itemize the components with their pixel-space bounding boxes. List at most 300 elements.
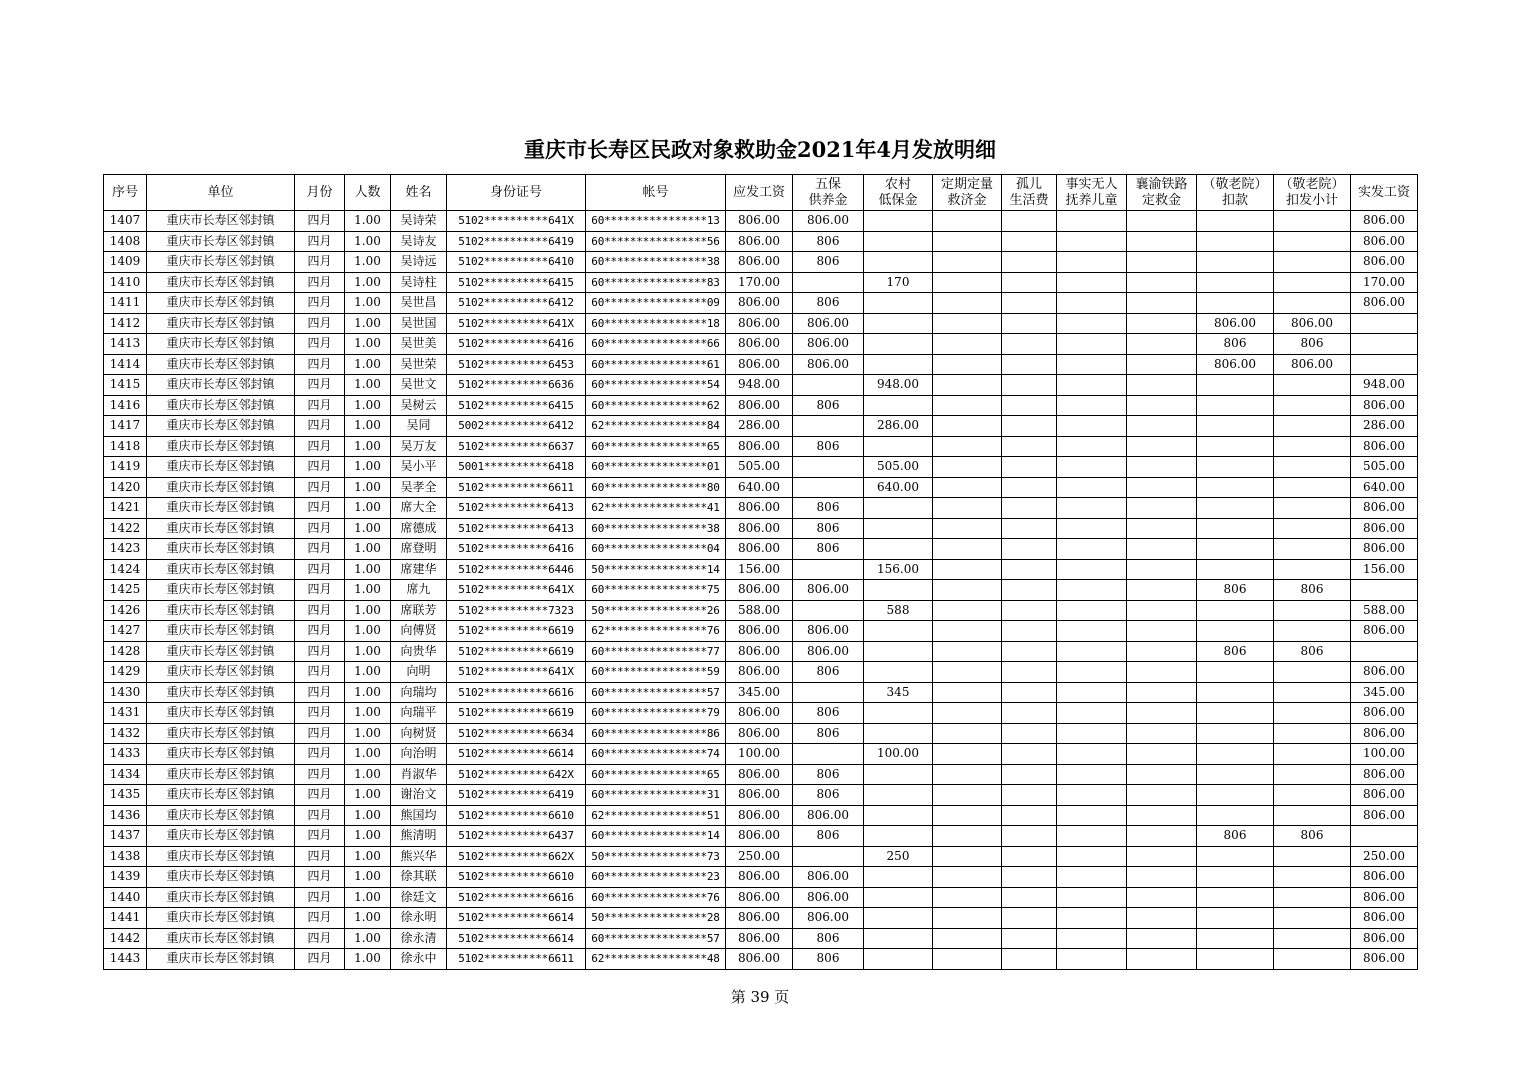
cell-month: 四月 [295, 416, 345, 437]
cell-orphan-living-allowance [1002, 436, 1057, 457]
cell-account-number: 60****************77 [586, 641, 726, 662]
cell-de-facto-orphan-child [1057, 805, 1127, 826]
table-row [104, 457, 1418, 478]
table-row [104, 682, 1418, 703]
cell-account-number: 60****************61 [586, 354, 726, 375]
cell-orphan-living-allowance [1002, 949, 1057, 970]
cell-month: 四月 [295, 395, 345, 416]
cell-xiangyu-railway-relief [1127, 600, 1197, 621]
cell-rural-subsistence-allowance [864, 580, 933, 601]
cell-nursing-home-deduction-subtotal [1274, 416, 1351, 437]
cell-unit: 重庆市长寿区邻封镇 [147, 785, 295, 806]
cell-id-number: 5102**********6410 [447, 252, 586, 273]
cell-regular-relief-fund [933, 436, 1002, 457]
cell-headcount: 1.00 [345, 662, 391, 683]
cell-xiangyu-railway-relief [1127, 641, 1197, 662]
cell-unit: 重庆市长寿区邻封镇 [147, 928, 295, 949]
cell-nursing-home-deduction [1197, 539, 1274, 560]
cell-id-number: 5102**********662X [447, 846, 586, 867]
table-row [104, 723, 1418, 744]
cell-de-facto-orphan-child [1057, 375, 1127, 396]
cell-five-guarantee-support [793, 477, 864, 498]
cell-orphan-living-allowance [1002, 313, 1057, 334]
cell-account-number: 60****************65 [586, 764, 726, 785]
cell-account-number: 60****************75 [586, 580, 726, 601]
cell-seq-number: 1430 [104, 682, 147, 703]
cell-headcount: 1.00 [345, 580, 391, 601]
cell-month: 四月 [295, 518, 345, 539]
cell-rural-subsistence-allowance [864, 908, 933, 929]
cell-month: 四月 [295, 846, 345, 867]
cell-month: 四月 [295, 949, 345, 970]
cell-unit: 重庆市长寿区邻封镇 [147, 252, 295, 273]
cell-actual-paid-amount [1351, 334, 1418, 355]
cell-five-guarantee-support: 806.00 [793, 354, 864, 375]
cell-de-facto-orphan-child [1057, 682, 1127, 703]
cell-rural-subsistence-allowance [864, 887, 933, 908]
table-row [104, 436, 1418, 457]
cell-regular-relief-fund [933, 744, 1002, 765]
cell-seq-number: 1441 [104, 908, 147, 929]
table-row [104, 272, 1418, 293]
cell-payable-amount: 806.00 [726, 826, 793, 847]
cell-id-number: 5102**********6419 [447, 231, 586, 252]
cell-seq-number: 1427 [104, 621, 147, 642]
cell-rural-subsistence-allowance [864, 252, 933, 273]
cell-xiangyu-railway-relief [1127, 744, 1197, 765]
cell-actual-paid-amount: 806.00 [1351, 211, 1418, 232]
cell-xiangyu-railway-relief [1127, 559, 1197, 580]
cell-month: 四月 [295, 231, 345, 252]
cell-name: 徐永明 [391, 908, 447, 929]
cell-orphan-living-allowance [1002, 846, 1057, 867]
cell-orphan-living-allowance [1002, 272, 1057, 293]
cell-id-number: 5102**********6453 [447, 354, 586, 375]
cell-account-number: 60****************01 [586, 457, 726, 478]
cell-month: 四月 [295, 805, 345, 826]
cell-seq-number: 1416 [104, 395, 147, 416]
cell-five-guarantee-support: 806.00 [793, 887, 864, 908]
cell-nursing-home-deduction [1197, 498, 1274, 519]
cell-seq-number: 1412 [104, 313, 147, 334]
cell-nursing-home-deduction-subtotal [1274, 211, 1351, 232]
cell-headcount: 1.00 [345, 805, 391, 826]
cell-five-guarantee-support: 806 [793, 723, 864, 744]
table-row [104, 477, 1418, 498]
cell-name: 向明 [391, 662, 447, 683]
cell-headcount: 1.00 [345, 908, 391, 929]
cell-regular-relief-fund [933, 641, 1002, 662]
cell-unit: 重庆市长寿区邻封镇 [147, 621, 295, 642]
cell-five-guarantee-support [793, 375, 864, 396]
cell-name: 熊兴华 [391, 846, 447, 867]
cell-payable-amount: 806.00 [726, 293, 793, 314]
cell-id-number: 5102**********6416 [447, 334, 586, 355]
cell-unit: 重庆市长寿区邻封镇 [147, 682, 295, 703]
cell-month: 四月 [295, 354, 345, 375]
cell-de-facto-orphan-child [1057, 846, 1127, 867]
cell-orphan-living-allowance [1002, 785, 1057, 806]
cell-headcount: 1.00 [345, 313, 391, 334]
cell-account-number: 50****************73 [586, 846, 726, 867]
cell-headcount: 1.00 [345, 518, 391, 539]
cell-unit: 重庆市长寿区邻封镇 [147, 662, 295, 683]
cell-rural-subsistence-allowance [864, 867, 933, 888]
cell-xiangyu-railway-relief [1127, 395, 1197, 416]
cell-nursing-home-deduction-subtotal [1274, 949, 1351, 970]
cell-month: 四月 [295, 785, 345, 806]
cell-five-guarantee-support: 806 [793, 436, 864, 457]
cell-nursing-home-deduction-subtotal [1274, 887, 1351, 908]
cell-actual-paid-amount [1351, 641, 1418, 662]
cell-actual-paid-amount: 806.00 [1351, 252, 1418, 273]
cell-payable-amount: 806.00 [726, 539, 793, 560]
cell-nursing-home-deduction-subtotal [1274, 805, 1351, 826]
cell-headcount: 1.00 [345, 928, 391, 949]
cell-five-guarantee-support: 806 [793, 395, 864, 416]
cell-five-guarantee-support: 806 [793, 764, 864, 785]
cell-five-guarantee-support: 806 [793, 293, 864, 314]
cell-de-facto-orphan-child [1057, 949, 1127, 970]
table-row [104, 600, 1418, 621]
cell-actual-paid-amount: 505.00 [1351, 457, 1418, 478]
cell-de-facto-orphan-child [1057, 867, 1127, 888]
cell-regular-relief-fund [933, 867, 1002, 888]
cell-payable-amount: 806.00 [726, 662, 793, 683]
cell-de-facto-orphan-child [1057, 477, 1127, 498]
cell-five-guarantee-support: 806 [793, 518, 864, 539]
cell-month: 四月 [295, 744, 345, 765]
cell-orphan-living-allowance [1002, 252, 1057, 273]
cell-name: 吴世文 [391, 375, 447, 396]
cell-actual-paid-amount: 806.00 [1351, 436, 1418, 457]
cell-nursing-home-deduction [1197, 252, 1274, 273]
cell-payable-amount: 286.00 [726, 416, 793, 437]
cell-seq-number: 1422 [104, 518, 147, 539]
cell-headcount: 1.00 [345, 211, 391, 232]
cell-five-guarantee-support: 806.00 [793, 334, 864, 355]
table-row [104, 662, 1418, 683]
header-regular-relief-fund: 定期定量 救济金 [933, 175, 1002, 211]
cell-account-number: 50****************28 [586, 908, 726, 929]
table-row [104, 703, 1418, 724]
cell-de-facto-orphan-child [1057, 887, 1127, 908]
cell-orphan-living-allowance [1002, 703, 1057, 724]
cell-account-number: 62****************76 [586, 621, 726, 642]
cell-seq-number: 1421 [104, 498, 147, 519]
cell-regular-relief-fund [933, 354, 1002, 375]
cell-rural-subsistence-allowance: 170 [864, 272, 933, 293]
cell-payable-amount: 948.00 [726, 375, 793, 396]
cell-account-number: 62****************84 [586, 416, 726, 437]
cell-unit: 重庆市长寿区邻封镇 [147, 539, 295, 560]
cell-nursing-home-deduction-subtotal [1274, 928, 1351, 949]
cell-xiangyu-railway-relief [1127, 293, 1197, 314]
cell-de-facto-orphan-child [1057, 539, 1127, 560]
cell-actual-paid-amount: 806.00 [1351, 785, 1418, 806]
cell-five-guarantee-support [793, 682, 864, 703]
cell-seq-number: 1410 [104, 272, 147, 293]
cell-regular-relief-fund [933, 723, 1002, 744]
cell-actual-paid-amount: 156.00 [1351, 559, 1418, 580]
cell-actual-paid-amount: 948.00 [1351, 375, 1418, 396]
cell-nursing-home-deduction [1197, 293, 1274, 314]
cell-actual-paid-amount: 806.00 [1351, 518, 1418, 539]
cell-nursing-home-deduction-subtotal [1274, 867, 1351, 888]
cell-account-number: 60****************38 [586, 518, 726, 539]
cell-nursing-home-deduction-subtotal [1274, 293, 1351, 314]
cell-nursing-home-deduction-subtotal [1274, 600, 1351, 621]
cell-rural-subsistence-allowance: 948.00 [864, 375, 933, 396]
table-row [104, 928, 1418, 949]
cell-id-number: 5102**********6415 [447, 395, 586, 416]
cell-rural-subsistence-allowance [864, 641, 933, 662]
cell-payable-amount: 806.00 [726, 723, 793, 744]
cell-unit: 重庆市长寿区邻封镇 [147, 867, 295, 888]
cell-id-number: 5102**********6416 [447, 539, 586, 560]
cell-nursing-home-deduction-subtotal [1274, 785, 1351, 806]
cell-payable-amount: 170.00 [726, 272, 793, 293]
cell-seq-number: 1432 [104, 723, 147, 744]
cell-regular-relief-fund [933, 252, 1002, 273]
cell-regular-relief-fund [933, 662, 1002, 683]
table-row [104, 334, 1418, 355]
cell-payable-amount: 100.00 [726, 744, 793, 765]
cell-nursing-home-deduction-subtotal: 806.00 [1274, 313, 1351, 334]
cell-nursing-home-deduction: 806 [1197, 826, 1274, 847]
cell-name: 熊国均 [391, 805, 447, 826]
cell-orphan-living-allowance [1002, 231, 1057, 252]
cell-payable-amount: 640.00 [726, 477, 793, 498]
cell-xiangyu-railway-relief [1127, 518, 1197, 539]
cell-unit: 重庆市长寿区邻封镇 [147, 641, 295, 662]
cell-seq-number: 1436 [104, 805, 147, 826]
cell-nursing-home-deduction [1197, 375, 1274, 396]
cell-unit: 重庆市长寿区邻封镇 [147, 559, 295, 580]
cell-month: 四月 [295, 887, 345, 908]
cell-seq-number: 1443 [104, 949, 147, 970]
cell-five-guarantee-support: 806 [793, 662, 864, 683]
table-row [104, 908, 1418, 929]
cell-seq-number: 1413 [104, 334, 147, 355]
header-rural-subsistence-allowance: 农村 低保金 [864, 175, 933, 211]
table-row [104, 293, 1418, 314]
cell-nursing-home-deduction: 806 [1197, 641, 1274, 662]
cell-payable-amount: 806.00 [726, 949, 793, 970]
cell-headcount: 1.00 [345, 334, 391, 355]
cell-seq-number: 1408 [104, 231, 147, 252]
cell-nursing-home-deduction [1197, 682, 1274, 703]
cell-headcount: 1.00 [345, 354, 391, 375]
cell-seq-number: 1434 [104, 764, 147, 785]
cell-name: 吴小平 [391, 457, 447, 478]
table-row [104, 375, 1418, 396]
table-row [104, 498, 1418, 519]
cell-month: 四月 [295, 498, 345, 519]
cell-id-number: 5001**********6418 [447, 457, 586, 478]
cell-actual-paid-amount: 806.00 [1351, 949, 1418, 970]
table-row [104, 313, 1418, 334]
cell-orphan-living-allowance [1002, 518, 1057, 539]
cell-unit: 重庆市长寿区邻封镇 [147, 949, 295, 970]
cell-unit: 重庆市长寿区邻封镇 [147, 498, 295, 519]
header-nursing-home-deduction-subtotal: （敬老院） 扣发小计 [1274, 175, 1351, 211]
cell-nursing-home-deduction [1197, 477, 1274, 498]
cell-account-number: 60****************62 [586, 395, 726, 416]
cell-de-facto-orphan-child [1057, 826, 1127, 847]
cell-seq-number: 1411 [104, 293, 147, 314]
cell-payable-amount: 250.00 [726, 846, 793, 867]
cell-five-guarantee-support: 806 [793, 826, 864, 847]
cell-id-number: 5002**********6412 [447, 416, 586, 437]
cell-headcount: 1.00 [345, 539, 391, 560]
cell-payable-amount: 806.00 [726, 313, 793, 334]
cell-five-guarantee-support [793, 846, 864, 867]
cell-regular-relief-fund [933, 539, 1002, 560]
cell-regular-relief-fund [933, 395, 1002, 416]
cell-name: 席九 [391, 580, 447, 601]
cell-xiangyu-railway-relief [1127, 436, 1197, 457]
table-row [104, 641, 1418, 662]
cell-rural-subsistence-allowance [864, 334, 933, 355]
header-de-facto-orphan-child: 事实无人 抚养儿童 [1057, 175, 1127, 211]
cell-unit: 重庆市长寿区邻封镇 [147, 334, 295, 355]
table-row [104, 887, 1418, 908]
cell-headcount: 1.00 [345, 826, 391, 847]
cell-id-number: 5102**********6614 [447, 744, 586, 765]
cell-regular-relief-fund [933, 375, 1002, 396]
cell-nursing-home-deduction-subtotal [1274, 662, 1351, 683]
cell-account-number: 60****************80 [586, 477, 726, 498]
cell-rural-subsistence-allowance [864, 539, 933, 560]
cell-headcount: 1.00 [345, 867, 391, 888]
cell-xiangyu-railway-relief [1127, 375, 1197, 396]
page-number: 第 39 页 [730, 988, 790, 1006]
cell-orphan-living-allowance [1002, 354, 1057, 375]
cell-month: 四月 [295, 641, 345, 662]
cell-rural-subsistence-allowance [864, 231, 933, 252]
cell-account-number: 60****************65 [586, 436, 726, 457]
cell-month: 四月 [295, 375, 345, 396]
cell-regular-relief-fund [933, 416, 1002, 437]
cell-name: 熊清明 [391, 826, 447, 847]
cell-de-facto-orphan-child [1057, 744, 1127, 765]
cell-actual-paid-amount: 806.00 [1351, 764, 1418, 785]
cell-id-number: 5102**********641X [447, 313, 586, 334]
cell-rural-subsistence-allowance [864, 826, 933, 847]
cell-nursing-home-deduction [1197, 416, 1274, 437]
cell-nursing-home-deduction-subtotal [1274, 846, 1351, 867]
cell-orphan-living-allowance [1002, 826, 1057, 847]
cell-orphan-living-allowance [1002, 600, 1057, 621]
cell-month: 四月 [295, 334, 345, 355]
cell-nursing-home-deduction-subtotal [1274, 744, 1351, 765]
cell-actual-paid-amount: 588.00 [1351, 600, 1418, 621]
cell-payable-amount: 806.00 [726, 518, 793, 539]
cell-actual-paid-amount: 806.00 [1351, 293, 1418, 314]
cell-rural-subsistence-allowance [864, 498, 933, 519]
cell-month: 四月 [295, 313, 345, 334]
cell-unit: 重庆市长寿区邻封镇 [147, 805, 295, 826]
cell-seq-number: 1426 [104, 600, 147, 621]
cell-de-facto-orphan-child [1057, 436, 1127, 457]
cell-regular-relief-fund [933, 498, 1002, 519]
cell-name: 徐永中 [391, 949, 447, 970]
cell-month: 四月 [295, 436, 345, 457]
cell-xiangyu-railway-relief [1127, 908, 1197, 929]
cell-name: 吴世昌 [391, 293, 447, 314]
cell-xiangyu-railway-relief [1127, 846, 1197, 867]
cell-headcount: 1.00 [345, 846, 391, 867]
cell-seq-number: 1435 [104, 785, 147, 806]
cell-month: 四月 [295, 723, 345, 744]
cell-orphan-living-allowance [1002, 559, 1057, 580]
cell-actual-paid-amount: 286.00 [1351, 416, 1418, 437]
cell-orphan-living-allowance [1002, 416, 1057, 437]
cell-seq-number: 1437 [104, 826, 147, 847]
cell-nursing-home-deduction [1197, 764, 1274, 785]
cell-xiangyu-railway-relief [1127, 887, 1197, 908]
cell-unit: 重庆市长寿区邻封镇 [147, 457, 295, 478]
cell-month: 四月 [295, 457, 345, 478]
cell-headcount: 1.00 [345, 682, 391, 703]
cell-seq-number: 1409 [104, 252, 147, 273]
cell-orphan-living-allowance [1002, 395, 1057, 416]
cell-five-guarantee-support [793, 272, 864, 293]
cell-regular-relief-fund [933, 785, 1002, 806]
header-xiangyu-railway-relief: 襄渝铁路 定救金 [1127, 175, 1197, 211]
cell-id-number: 5102**********6437 [447, 826, 586, 847]
cell-account-number: 60****************38 [586, 252, 726, 273]
cell-orphan-living-allowance [1002, 375, 1057, 396]
cell-account-number: 60****************31 [586, 785, 726, 806]
cell-name: 徐永清 [391, 928, 447, 949]
cell-headcount: 1.00 [345, 252, 391, 273]
cell-seq-number: 1417 [104, 416, 147, 437]
cell-unit: 重庆市长寿区邻封镇 [147, 477, 295, 498]
cell-account-number: 60****************83 [586, 272, 726, 293]
cell-de-facto-orphan-child [1057, 313, 1127, 334]
cell-seq-number: 1418 [104, 436, 147, 457]
cell-nursing-home-deduction [1197, 744, 1274, 765]
header-month: 月份 [295, 175, 345, 211]
cell-orphan-living-allowance [1002, 682, 1057, 703]
cell-unit: 重庆市长寿区邻封镇 [147, 600, 295, 621]
cell-nursing-home-deduction: 806.00 [1197, 313, 1274, 334]
table-row [104, 539, 1418, 560]
cell-rural-subsistence-allowance: 640.00 [864, 477, 933, 498]
cell-id-number: 5102**********6413 [447, 498, 586, 519]
cell-month: 四月 [295, 559, 345, 580]
cell-five-guarantee-support: 806 [793, 949, 864, 970]
cell-seq-number: 1415 [104, 375, 147, 396]
cell-headcount: 1.00 [345, 764, 391, 785]
cell-nursing-home-deduction-subtotal [1274, 436, 1351, 457]
cell-five-guarantee-support: 806.00 [793, 908, 864, 929]
cell-name: 吴同 [391, 416, 447, 437]
table-row [104, 785, 1418, 806]
cell-seq-number: 1428 [104, 641, 147, 662]
cell-orphan-living-allowance [1002, 867, 1057, 888]
cell-unit: 重庆市长寿区邻封镇 [147, 313, 295, 334]
cell-account-number: 62****************41 [586, 498, 726, 519]
cell-regular-relief-fund [933, 764, 1002, 785]
table-body [104, 211, 1418, 970]
cell-actual-paid-amount: 806.00 [1351, 887, 1418, 908]
cell-regular-relief-fund [933, 580, 1002, 601]
cell-five-guarantee-support: 806 [793, 785, 864, 806]
cell-seq-number: 1440 [104, 887, 147, 908]
